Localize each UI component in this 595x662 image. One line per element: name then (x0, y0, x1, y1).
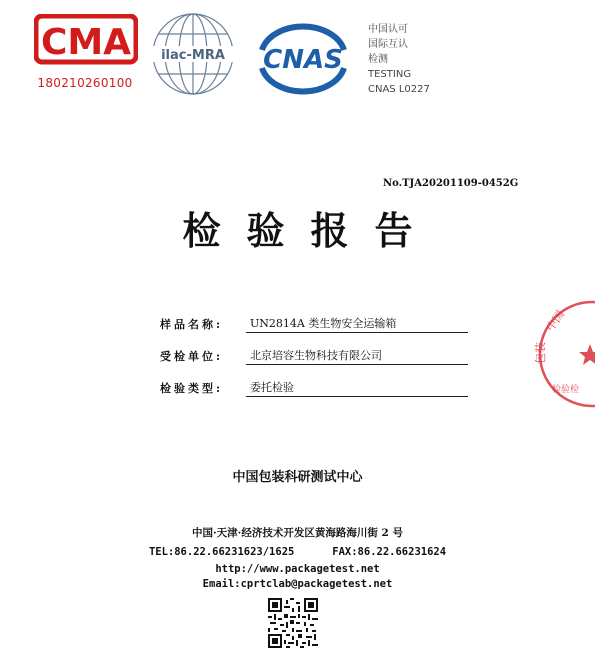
cma-number: 180210260100 (37, 76, 133, 90)
qr-code (268, 598, 318, 648)
official-stamp (530, 294, 595, 414)
cnas-caption (368, 22, 430, 97)
cma-logo-text: CMA (40, 22, 132, 63)
ilac-mra-logo (148, 10, 238, 98)
cma-logo (34, 14, 138, 66)
field-value: 委托检验 (246, 380, 468, 397)
cnas-caption-line: 国际互认 (368, 39, 408, 50)
cnas-logo-text: CNAS (263, 45, 343, 75)
field-value: UN2814A 类生物安全运输箱 (246, 316, 468, 333)
svg-text:包装: 包装 (534, 342, 547, 364)
address: 中国·天津·经济技术开发区黄海路海川街 2 号 (192, 527, 403, 539)
svg-text:检验检: 检验检 (552, 385, 580, 395)
report-title: 检验报告 (182, 208, 439, 253)
field-label: 检验类型: (160, 382, 224, 395)
cnas-caption-line: TESTING (368, 69, 412, 80)
contact-phone-fax: TEL:86.22.66231623/1625 FAX:86.22.66231624 (148, 546, 447, 558)
email-link[interactable]: Email:cprtclab@packagetest.net (202, 578, 393, 590)
cnas-logo (252, 20, 354, 98)
field-label: 样品名称: (160, 318, 224, 331)
svg-text:中国: 中国 (543, 308, 568, 334)
cnas-caption-line: 检测 (368, 54, 388, 65)
website-link[interactable]: http://www.packagetest.net (215, 563, 380, 575)
cnas-caption-line: 中国认可 (368, 24, 408, 35)
report-number: No.TJA20201109-0452G (383, 178, 519, 189)
field-value: 北京培容生物科技有限公司 (246, 348, 468, 365)
field-label: 受检单位: (160, 350, 224, 363)
organization-name: 中国包装科研测试中心 (232, 470, 363, 485)
cnas-caption-line: CNAS L0227 (368, 84, 430, 95)
ilac-logo-text: ilac-MRA (161, 48, 225, 63)
